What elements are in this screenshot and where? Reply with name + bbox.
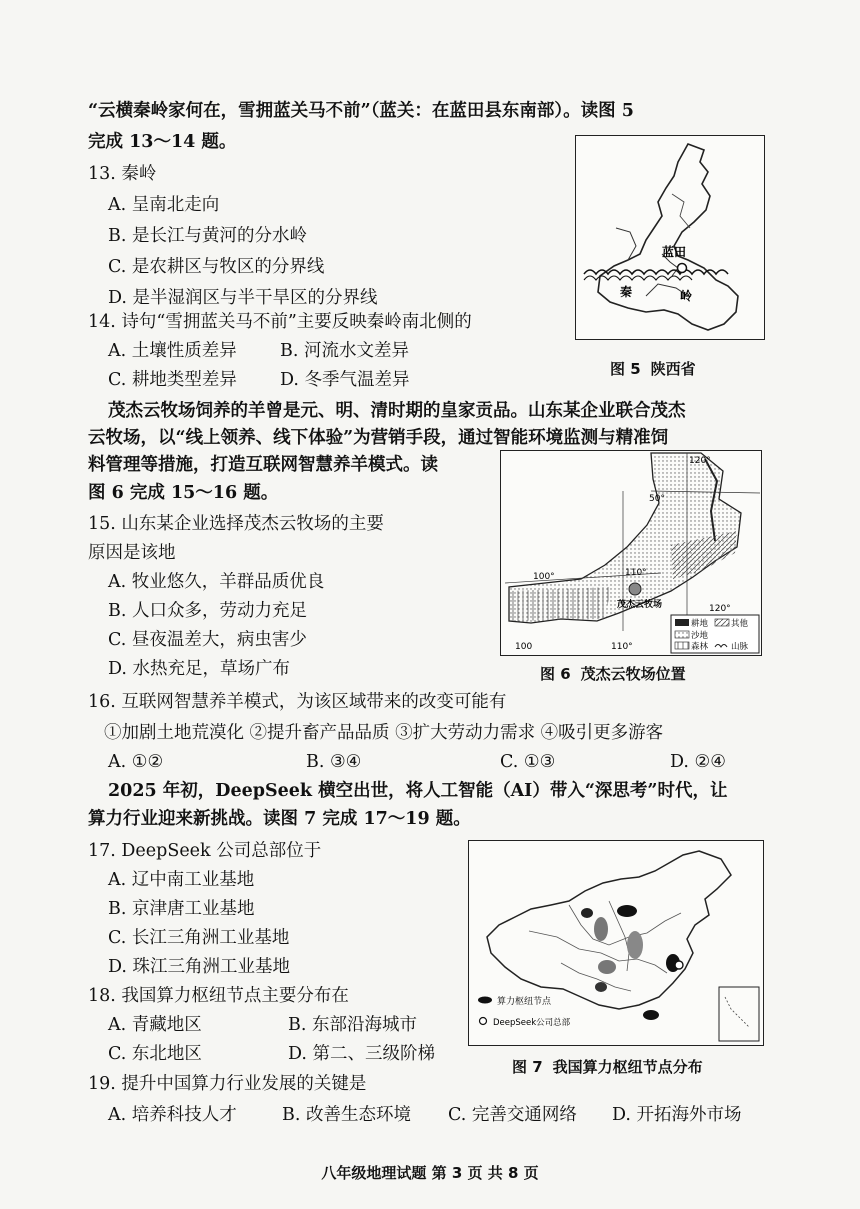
legend-mountain: 山脉 [731,642,749,652]
q16-stem: 16. 互联网智慧养羊模式，为该区域带来的改变可能有 [88,692,507,712]
q13-option-b: B. 是长江与黄河的分水岭 [108,226,307,246]
q17-option-d: D. 珠江三角洲工业基地 [108,957,291,977]
label-qin: 秦 [620,285,633,299]
q18-option-c: C. 东北地区 [108,1044,202,1064]
figure-6-legend [671,615,759,653]
q15-option-c: C. 昼夜温差大，病虫害少 [108,630,307,650]
figure-7-title: 我国算力枢纽节点分布 [552,1058,703,1076]
q14-option-c: C. 耕地类型差异 [108,370,237,390]
node-chengdu-chongqing [598,960,616,974]
figure-7-caption [512,1056,713,1077]
q16-option-d: D. ②④ [670,752,726,772]
label-lon-110: 110° [625,568,647,578]
footer-total: 共 8 页 [487,1164,539,1182]
china-outline [487,851,731,1009]
intro-15-16-line3: 料管理等措施，打造互联网智慧养羊模式。读 [88,455,438,475]
q17-option-b: B. 京津唐工业基地 [108,899,255,919]
ranch-marker [629,583,641,595]
intro-17-19-line1: 2025 年初，DeepSeek 横空出世，将人工智能（AI）带入“深思考”时代，让 [108,781,728,801]
figure-6-caption [540,663,696,684]
sandy-land-area [509,587,611,621]
intro-15-16-line2: 云牧场，以“线上领养、线下体验”为营销手段，通过智能环境监测与精准饲 [88,428,669,448]
q15-option-a: A. 牧业悠久，羊群品质优良 [108,572,325,592]
q14-option-d: D. 冬季气温差异 [280,370,410,390]
shaanxi-outline [576,136,763,338]
label-bottom-100: 100 [515,642,533,652]
q18-option-b: B. 东部沿海城市 [288,1015,417,1035]
figure-7-computing-nodes-map [468,840,764,1046]
q19-option-d: D. 开拓海外市场 [612,1105,742,1125]
q17-stem: 17. DeepSeek 公司总部位于 [88,841,322,861]
lantian-marker [678,264,687,273]
legend-farmland: 耕地 [691,619,709,629]
q19-stem: 19. 提升中国算力行业发展的关键是 [88,1074,367,1094]
label-ranch: 茂杰云牧场 [617,600,663,610]
label-lat-50: 50° [649,494,665,504]
page-footer [0,1162,860,1183]
label-lon-120-top: 120° [689,456,711,466]
q16-option-a: A. ①② [108,752,164,772]
node-inner-mongolia [581,908,593,918]
legend-node-symbol [478,997,492,1004]
legend-node-label: 算力枢纽节点 [497,997,552,1007]
qinling-mountain-symbol [584,270,728,274]
intro-17-19-line2: 算力行业迎来新挑战。读图 7 完成 17～19 题。 [88,809,471,829]
q19-option-b: B. 改善生态环境 [282,1105,411,1125]
q13-option-a: A. 呈南北走向 [108,195,220,215]
figure-5-number: 图 5 [610,360,641,378]
q15-stem-line1: 15. 山东某企业选择茂杰云牧场的主要 [88,514,384,534]
legend-other: 其他 [731,619,749,629]
q15-stem-line2: 原因是该地 [88,543,176,563]
node-guizhou [595,982,607,992]
q14-stem: 14. 诗句“雪拥蓝关马不前”主要反映秦岭南北侧的 [88,312,472,332]
q15-option-d: D. 水热充足，草场广布 [108,659,291,679]
figure-5-title: 陕西省 [650,360,696,378]
intro-13-14-line2: 完成 13～14 题。 [88,132,237,152]
label-lantian: 蓝田 [662,245,687,259]
label-lon-100: 100° [533,572,555,582]
q18-stem: 18. 我国算力枢纽节点主要分布在 [88,986,349,1006]
q18-option-a: A. 青藏地区 [108,1015,202,1035]
label-bottom-110: 110° [611,642,633,652]
label-lon-120: 120° [709,604,731,614]
q13-option-d: D. 是半湿润区与半干旱区的分界线 [108,288,378,308]
node-ningxia [594,917,608,941]
intro-15-16-line1: 茂杰云牧场饲养的羊曾是元、明、清时期的皇家贡品。山东某企业联合茂杰 [108,401,686,421]
legend-hq-symbol [480,1018,487,1025]
q18-option-d: D. 第二、三级阶梯 [288,1044,436,1064]
q19-option-c: C. 完善交通网络 [448,1105,577,1125]
q14-option-a: A. 土壤性质差异 [108,341,237,361]
q14-option-b: B. 河流水文差异 [280,341,409,361]
legend-sand: 沙地 [691,631,709,641]
node-pearl-delta [643,1010,659,1020]
figure-6-ranch-location-map [500,450,762,656]
q16-option-c: C. ①③ [500,752,556,772]
footer-subject: 八年级地理试题 [321,1164,427,1182]
q16-option-b: B. ③④ [306,752,362,772]
legend-forest: 森林 [691,642,709,652]
node-central [627,931,643,959]
intro-13-14-line1: “云横秦岭家何在，雪拥蓝关马不前”（蓝关：在蓝田县东南部）。读图 5 [88,101,634,121]
q17-option-c: C. 长江三角洲工业基地 [108,928,290,948]
intro-15-16-line4: 图 6 完成 15～16 题。 [88,483,279,503]
q13-stem: 13. 秦岭 [88,164,157,184]
footer-page: 第 3 页 [431,1164,483,1182]
deepseek-hq-marker [675,961,683,969]
figure-5-shaanxi-map [575,135,765,340]
figure-6-number: 图 6 [540,665,571,683]
q17-option-a: A. 辽中南工业基地 [108,870,255,890]
label-ling: 岭 [680,289,693,303]
q15-option-b: B. 人口众多，劳动力充足 [108,601,307,621]
q16-statements: ①加剧土地荒漠化 ②提升畜产品品质 ③扩大劳动力需求 ④吸引更多游客 [104,723,664,743]
node-beijing [617,905,637,917]
figure-5-caption [610,358,706,379]
south-china-sea-inset [719,987,759,1041]
q19-option-a: A. 培养科技人才 [108,1105,237,1125]
figure-6-title: 茂杰云牧场位置 [580,665,686,683]
figure-7-number: 图 7 [512,1058,543,1076]
q13-option-c: C. 是农耕区与牧区的分界线 [108,257,325,277]
legend-hq-label: DeepSeek公司总部 [493,1018,571,1028]
